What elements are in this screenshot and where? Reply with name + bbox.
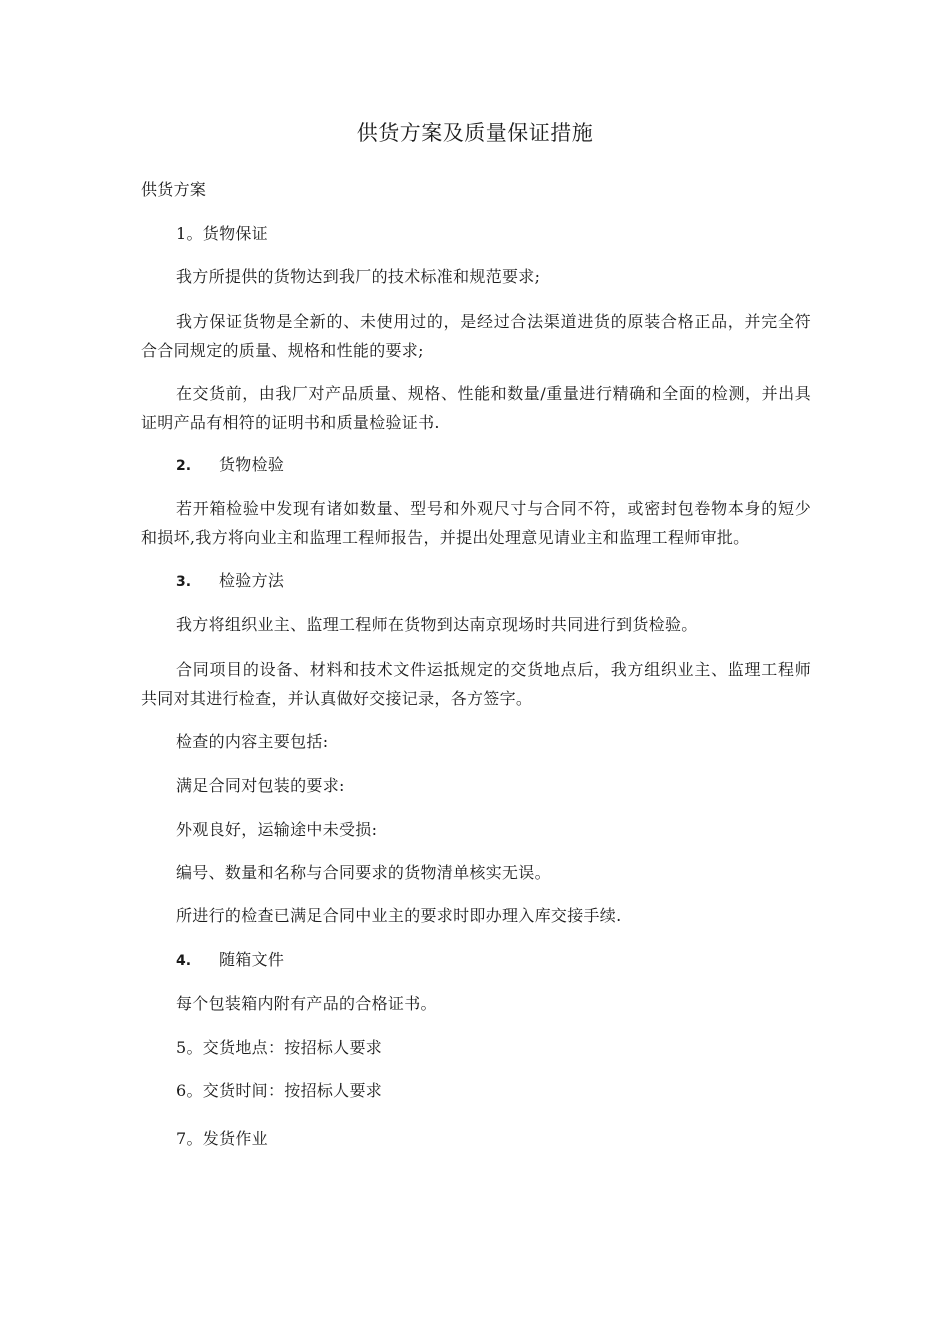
item3-paragraph-1: 我方将组织业主、监理工程师在货物到达南京现场时共同进行到货检验。	[176, 615, 698, 634]
item2-heading: 货物检验	[219, 455, 285, 474]
document-title: 供货方案及质量保证措施	[356, 121, 594, 145]
item1-paragraph-2: 我方保证货物是全新的、未使用过的，是经过合法渠道进货的原装合格正品，并完全符合合同规定的质量、规格和性能的要求;	[141, 312, 811, 360]
item3-number: 3.	[176, 574, 192, 590]
item3-heading: 检验方法	[219, 571, 285, 590]
section-title: 供货方案	[141, 180, 207, 199]
item3-paragraph-5: 外观良好，运输途中未受损:	[176, 820, 378, 839]
item4-paragraph-1: 每个包装箱内附有产品的合格证书。	[176, 994, 437, 1013]
item3-paragraph-2: 合同项目的设备、材料和技术文件运抵规定的交货地点后，我方组织业主、监理工程师共同对其进行检查，并认真做好交接记录，各方签字。	[141, 660, 811, 708]
item4-number: 4.	[176, 953, 192, 969]
item1-paragraph-1: 我方所提供的货物达到我厂的技术标准和规范要求;	[176, 267, 541, 286]
item1-paragraph-3: 在交货前，由我厂对产品质量、规格、性能和数量/重量进行精确和全面的检测，并出具证明产品有相符的证明书和质量检验证书.	[141, 384, 811, 432]
item3-paragraph-4: 满足合同对包装的要求:	[176, 776, 345, 795]
item1-heading: 1。货物保证	[176, 224, 268, 243]
item2-number: 2.	[176, 458, 192, 474]
item2-paragraph-1: 若开箱检验中发现有诸如数量、型号和外观尺寸与合同不符，或密封包卷物本身的短少和损坏,我方将向业主和监理工程师报告，并提出处理意见请业主和监理工程师审批。	[141, 499, 811, 547]
item7-line: 7。发货作业	[176, 1129, 268, 1148]
item3-paragraph-3: 检查的内容主要包括:	[176, 732, 329, 751]
item4-heading: 随箱文件	[219, 950, 285, 969]
item5-line: 5。交货地点：按招标人要求	[176, 1038, 383, 1057]
item6-line: 6。交货时间：按招标人要求	[176, 1081, 383, 1100]
item3-paragraph-7: 所进行的检查已满足合同中业主的要求时即办理入库交接手续.	[176, 906, 622, 925]
item3-paragraph-6: 编号、数量和名称与合同要求的货物清单核实无误。	[176, 863, 551, 882]
